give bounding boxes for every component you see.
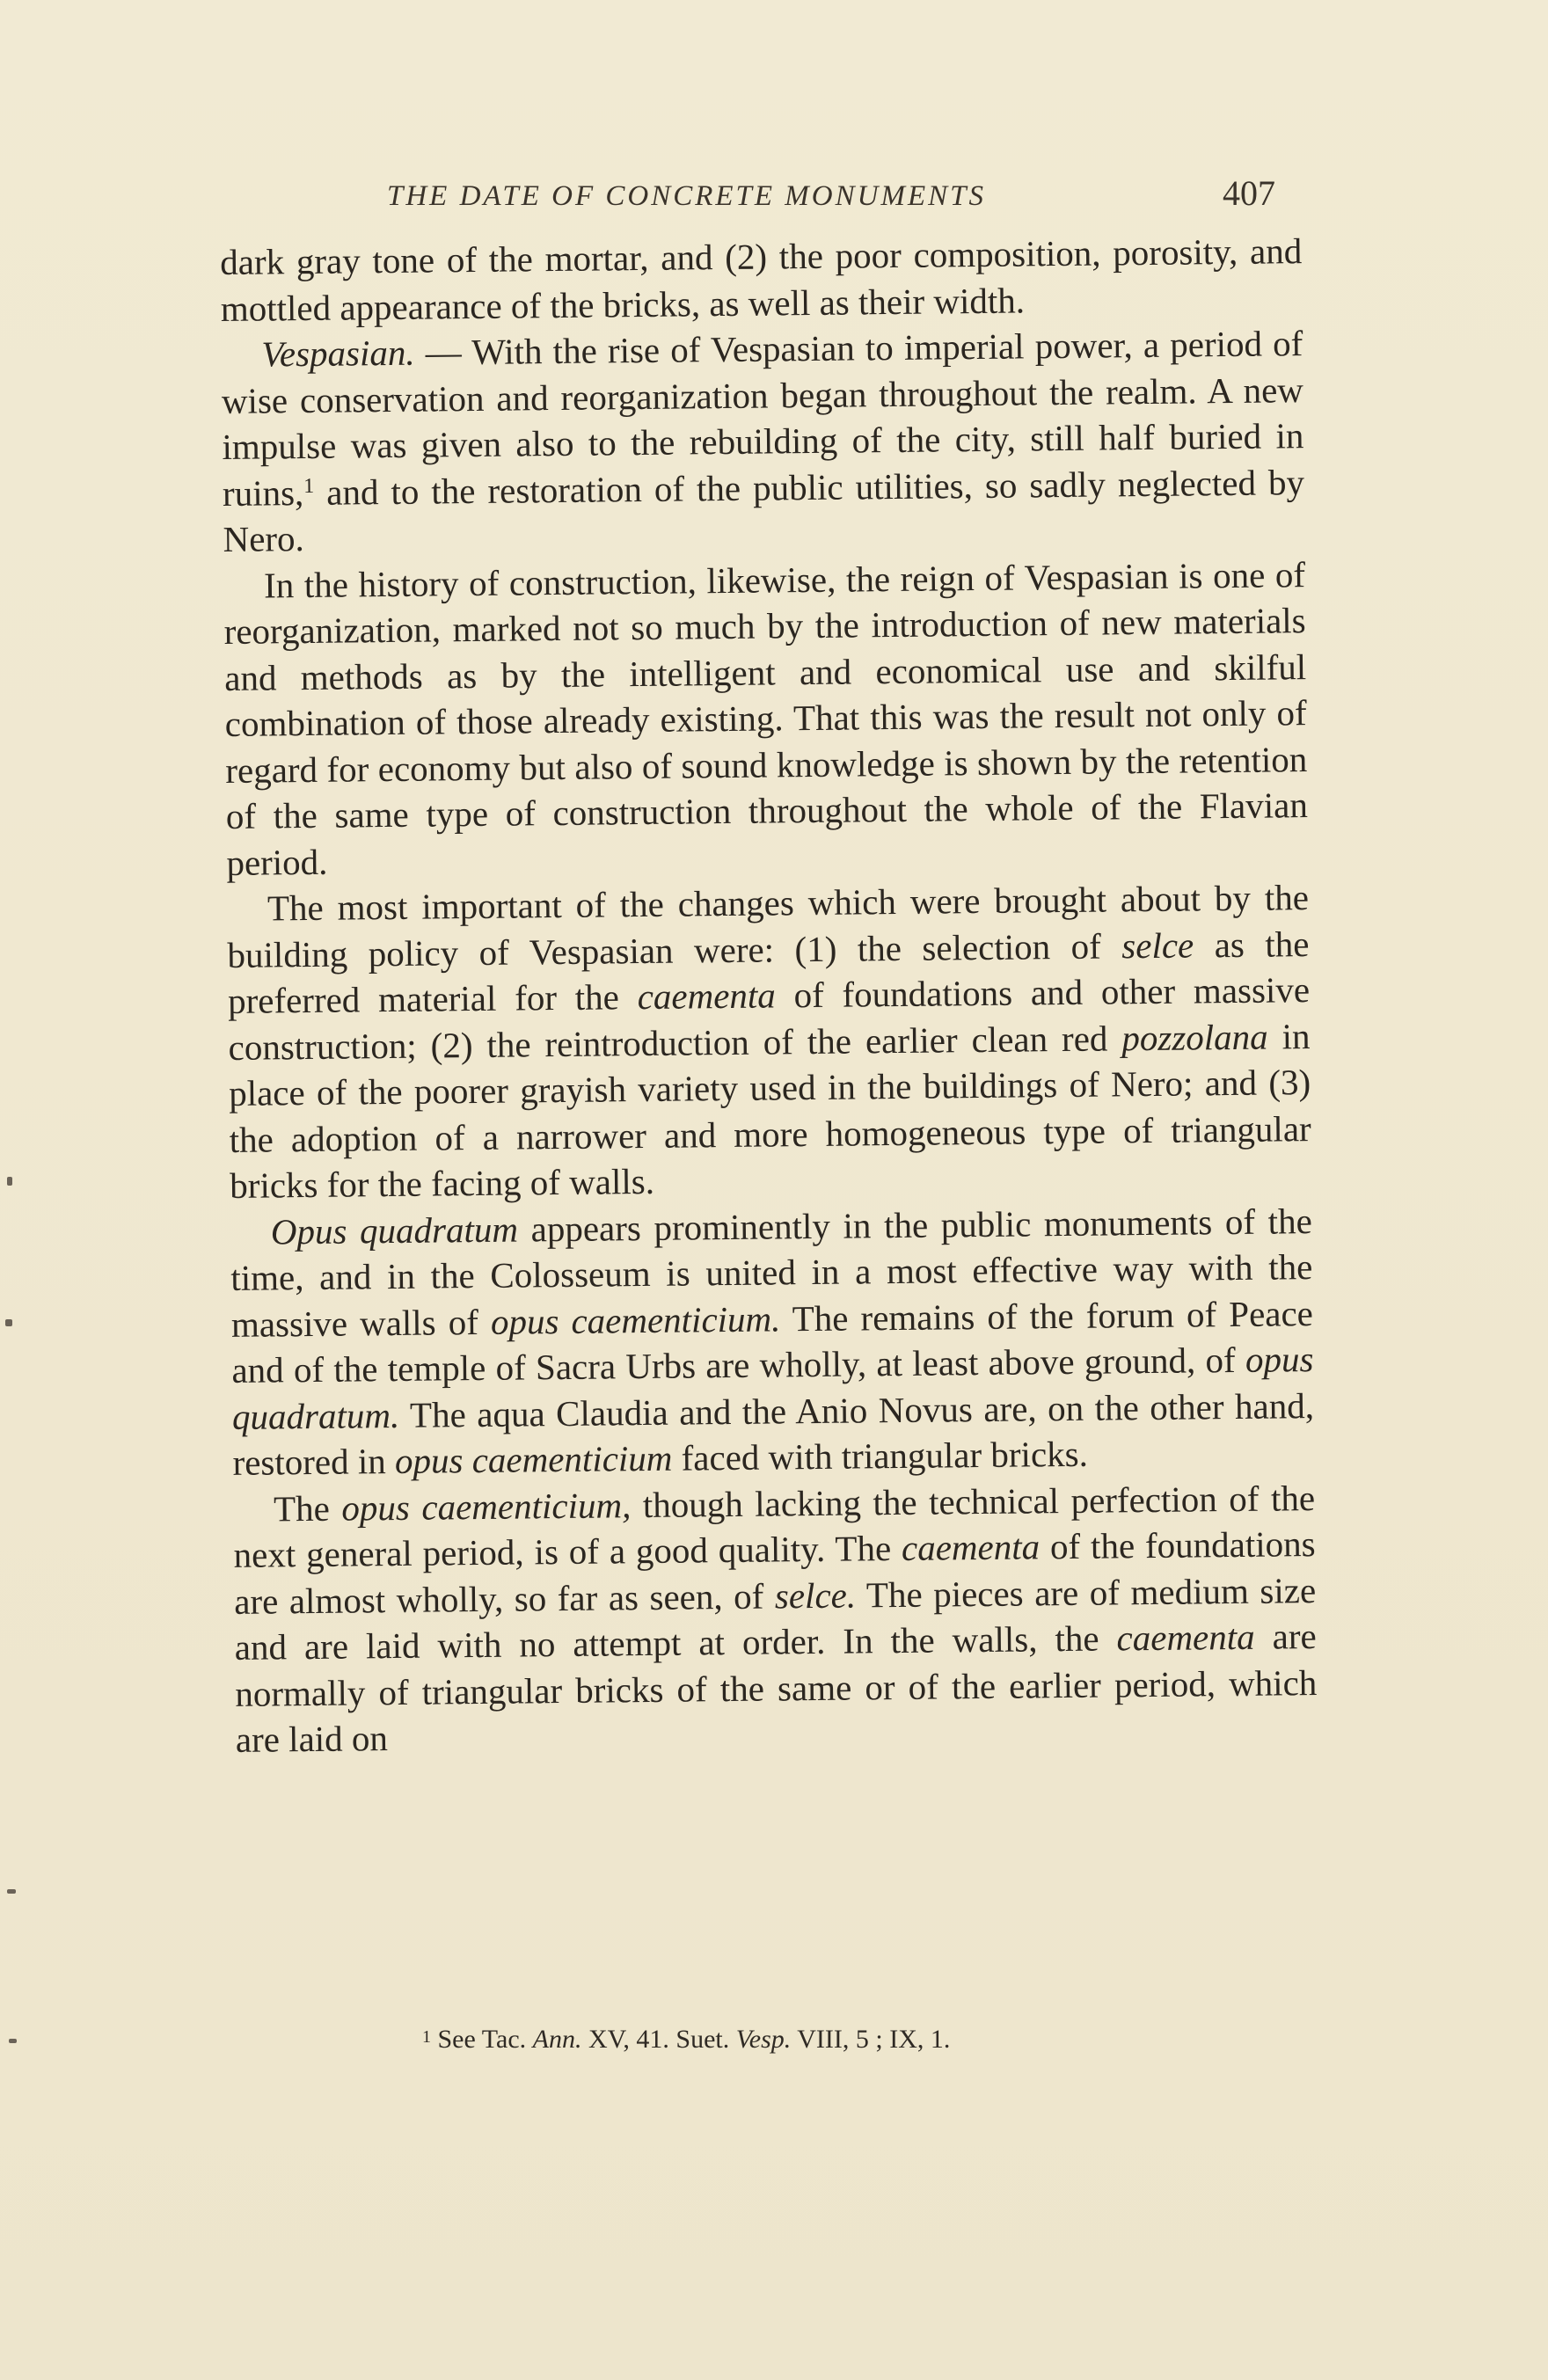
paragraph-6: The opus caementicium, though lacking the technical perfection of the next general period, is of a good quality. The caementa of the foundations are almost wholly, so far as seen, of selce. The pieces are of medium size and are laid with no attempt at order. In the walls, the caementa are normally of triangular bricks of the same or of the earlier period, which are laid on <box>233 1477 1318 1760</box>
body-text <box>220 228 1318 1763</box>
footnote-number: 1 <box>422 2027 431 2047</box>
page-header <box>387 172 1275 214</box>
footnote-reference: 1 <box>303 474 315 498</box>
running-head: THE DATE OF CONCRETE MONUMENTS <box>387 180 986 212</box>
paragraph-4: The most important of the changes which were brought about by the building policy of Vespasian were: (1) the selection of selce as the preferred material for the caementa of foundations and other massive construction; (2) the reintroduction of the earlier clean red pozzolana in place of the poorer grayish variety used in the buildings of Nero; and (3) the adoption of a narrower and more homogeneous type of triangular bricks for the facing of walls. <box>227 877 1311 1206</box>
paragraph-vespasian: Vespasian. — With the rise of Vespasian to imperial power, a period of wise conservation and reorganization began throughout the realm. A new impulse was given also to the rebuilding of the city, still half buried in ruins,$^1$ and to the restoration of the public utilities, so sadly neglected by Nero. <box>221 323 1305 559</box>
paragraph-1: dark gray tone of the mortar, and (2) the poor composition, porosity, and mottled appearance of the bricks, as well as their width. <box>220 230 1303 329</box>
footnote: $^1$ See Tac. Ann. XV, 41. Suet. Vesp. VIII, 5 ; IX, 1. <box>422 2025 951 2054</box>
margin-mark <box>7 1889 16 1894</box>
margin-mark <box>7 1177 12 1186</box>
margin-mark <box>9 2039 17 2043</box>
paragraph-5: Opus quadratum appears prominently in the public monuments of the time, and in the Colosseum is united in a most effective way with the massive walls of opus caementicium. The remains of the forum of Peace and of the temple of Sacra Urbs are wholly, at least above ground, of opus quadratum. The aqua Claudia and the Anio Novus are, on the other hand, restored in opus caementicium faced with triangular bricks. <box>230 1200 1315 1483</box>
section-lead: Vespasian. <box>261 332 415 375</box>
page-number: 407 <box>1223 173 1275 213</box>
paragraph-3: In the history of construction, likewise, the reign of Vespasian is one of reorganization, marked not so much by the introduction of new materials and methods as by the intelligent and economical use and skilful combination of those already existing. That this was the result not only of regard for economy but also of sound knowledge is shown by the retention of the same type of construction throughout the whole of the Flavian period. <box>223 553 1309 883</box>
margin-mark <box>5 1319 12 1326</box>
